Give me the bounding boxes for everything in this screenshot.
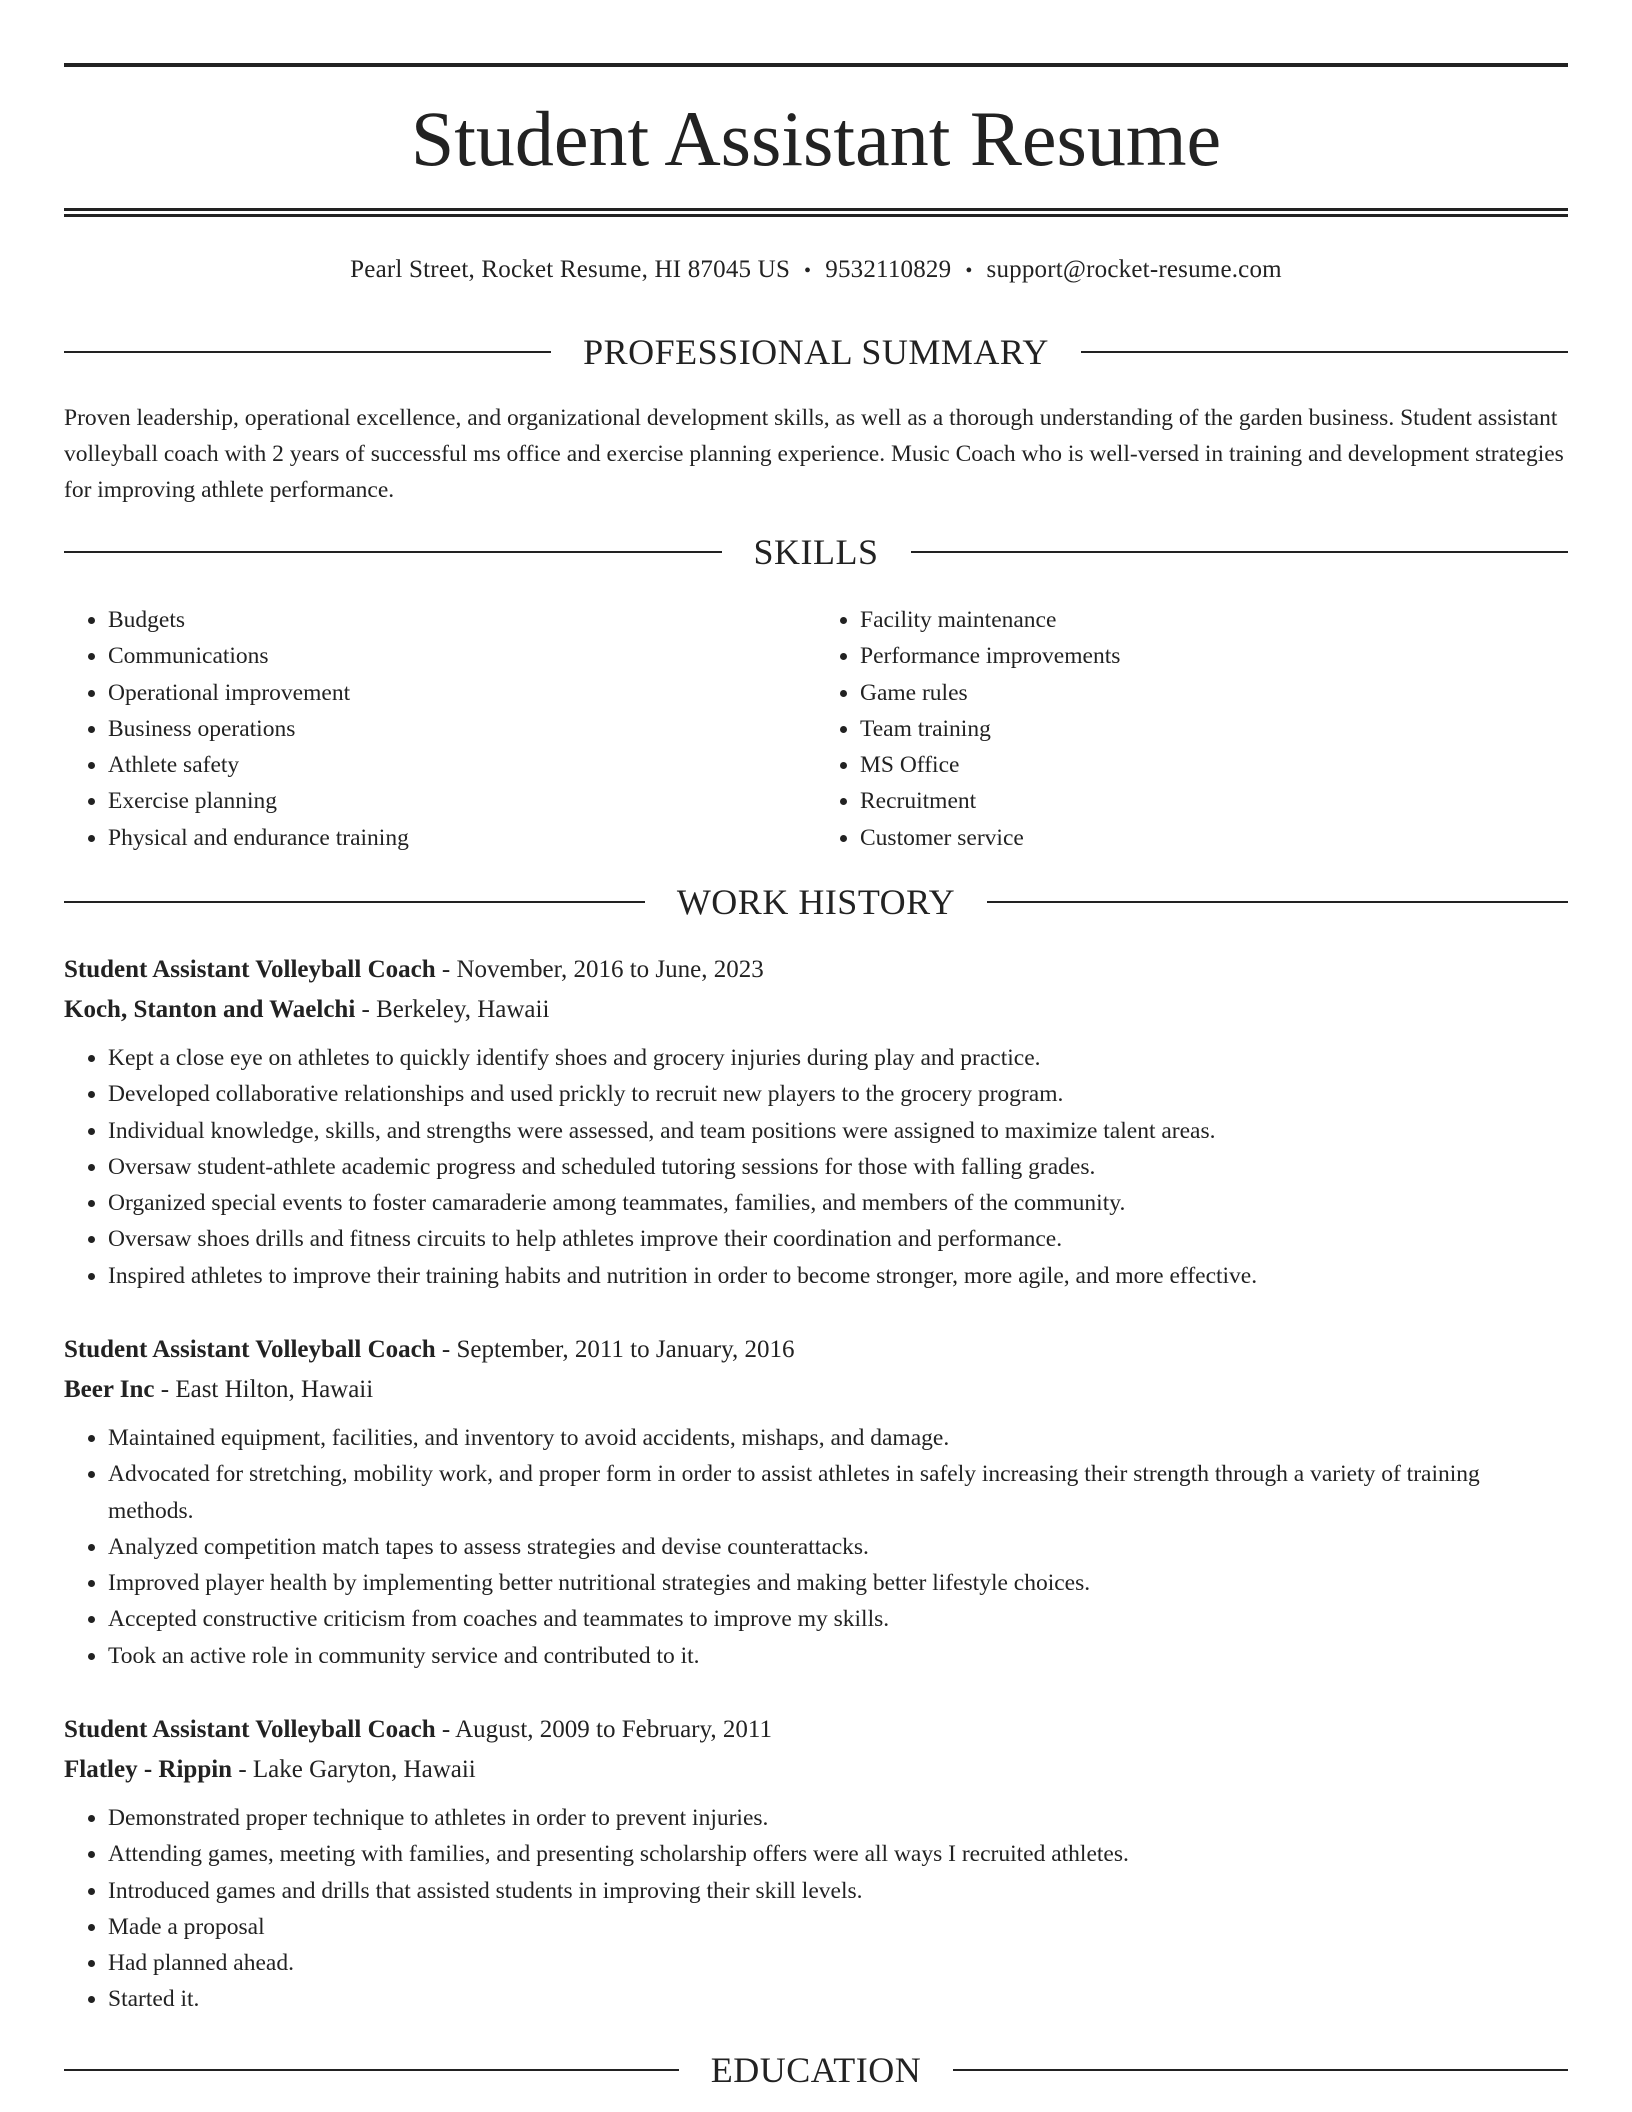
job-company: Koch, Stanton and Waelchi <box>64 996 356 1023</box>
job-dates: - November, 2016 to June, 2023 <box>435 956 764 983</box>
skill-item: • Communications <box>108 638 816 674</box>
job-bullet: • Demonstrated proper technique to athletes in order to prevent injuries. <box>108 1800 1568 1836</box>
skill-item: • Performance improvements <box>860 638 1568 674</box>
work-history-heading <box>64 882 1568 922</box>
job-company-line <box>64 990 1568 1030</box>
job-bullet: • Organized special events to foster camaraderie among teammates, families, and members of the community. <box>108 1185 1568 1221</box>
job-title-line <box>64 1710 1568 1750</box>
top-rule <box>64 63 1568 67</box>
job-bullet: • Accepted constructive criticism from coaches and teammates to improve my skills. <box>108 1601 1568 1637</box>
contact-separator: • <box>965 260 973 282</box>
contact-email: support@rocket-resume.com <box>986 256 1282 283</box>
job-bullets <box>64 1800 1568 2018</box>
contact-line <box>64 252 1568 289</box>
skills-heading <box>64 532 1568 572</box>
skill-item: • Athlete safety <box>108 747 816 783</box>
skills-column-right <box>816 602 1568 856</box>
professional-summary: Proven leadership, operational excellence, and organizational development skills, as well as a thorough understanding of the garden business. Student assistant volleyball coach with 2 years of successful ms office and exercise planning experience. Music Coach who is well-versed in training and development strategies for improving athlete performance. <box>64 405 1564 503</box>
heading-rule-right <box>911 551 1569 553</box>
job-bullet: • Inspired athletes to improve their training habits and nutrition in order to become stronger, more agile, and more effective. <box>108 1258 1568 1294</box>
job-dates: - August, 2009 to February, 2011 <box>435 1716 772 1743</box>
job-bullet: • Introduced games and drills that assisted students in improving their skill levels. <box>108 1873 1568 1909</box>
job-bullet: • Took an active role in community service and contributed to it. <box>108 1638 1568 1674</box>
summary-heading-label: PROFESSIONAL SUMMARY <box>583 332 1049 372</box>
skills-column-left <box>64 602 816 856</box>
job-title-line <box>64 950 1568 990</box>
skill-item: • Budgets <box>108 602 816 638</box>
job-company-line <box>64 1370 1568 1410</box>
skills-list <box>64 602 1568 856</box>
work-history-heading-label: WORK HISTORY <box>676 882 956 922</box>
heading-rule-right <box>953 2069 1568 2071</box>
heading-rule-left <box>64 551 722 553</box>
job-entry <box>64 1710 1568 2018</box>
heading-rule-left <box>64 351 551 353</box>
job-bullet: • Advocated for stretching, mobility work, and proper form in order to assist athletes in safely increasing their strength through a variety of training methods. <box>108 1456 1568 1529</box>
job-bullet: • Had planned ahead. <box>108 1945 1568 1981</box>
summary-heading <box>64 332 1568 372</box>
skill-item: • Facility maintenance <box>860 602 1568 638</box>
job-role: Student Assistant Volleyball Coach <box>64 1336 436 1363</box>
skills-heading-label: SKILLS <box>753 532 879 572</box>
job-bullet: • Oversaw student-athlete academic progress and scheduled tutoring sessions for those with falling grades. <box>108 1149 1568 1185</box>
skill-item: • Business operations <box>108 711 816 747</box>
skill-item: • Exercise planning <box>108 783 816 819</box>
job-company: Beer Inc <box>64 1376 155 1403</box>
job-bullets <box>64 1040 1568 1294</box>
job-title-line <box>64 1330 1568 1370</box>
job-entry <box>64 950 1568 1294</box>
job-role: Student Assistant Volleyball Coach <box>64 956 436 983</box>
job-bullet: • Maintained equipment, facilities, and inventory to avoid accidents, mishaps, and damage. <box>108 1420 1568 1456</box>
heading-rule-left <box>64 2069 679 2071</box>
job-dates: - September, 2011 to January, 2016 <box>435 1336 795 1363</box>
education-heading-label: EDUCATION <box>710 2050 922 2090</box>
job-bullet: • Improved player health by implementing better nutritional strategies and making better lifestyle choices. <box>108 1565 1568 1601</box>
job-company-line <box>64 1750 1568 1790</box>
skill-item: • Game rules <box>860 675 1568 711</box>
contact-separator: • <box>804 260 812 282</box>
heading-rule-left <box>64 901 645 903</box>
job-location: - Berkeley, Hawaii <box>355 996 550 1023</box>
job-location: - Lake Garyton, Hawaii <box>232 1756 476 1783</box>
job-company: Flatley - Rippin <box>64 1756 233 1783</box>
job-location: - East Hilton, Hawaii <box>154 1376 374 1403</box>
job-bullet: • Attending games, meeting with families, and presenting scholarship offers were all ways I recruited athletes. <box>108 1836 1568 1872</box>
resume-title: Student Assistant Resume <box>410 95 1222 182</box>
contact-phone: 9532110829 <box>825 256 952 283</box>
job-bullet: • Developed collaborative relationships and used prickly to recruit new players to the grocery program. <box>108 1076 1568 1112</box>
job-bullet: • Made a proposal <box>108 1909 1568 1945</box>
skill-item: • Recruitment <box>860 783 1568 819</box>
contact-address: Pearl Street, Rocket Resume, HI 87045 US <box>350 256 791 283</box>
job-bullet: • Kept a close eye on athletes to quickly identify shoes and grocery injuries during play and practice. <box>108 1040 1568 1076</box>
skill-item: • Customer service <box>860 820 1568 856</box>
title-double-rule <box>64 208 1568 217</box>
skill-item: • Team training <box>860 711 1568 747</box>
job-bullet: • Analyzed competition match tapes to assess strategies and devise counterattacks. <box>108 1529 1568 1565</box>
job-role: Student Assistant Volleyball Coach <box>64 1716 436 1743</box>
job-entry <box>64 1330 1568 1674</box>
job-bullet: • Oversaw shoes drills and fitness circuits to help athletes improve their coordination and performance. <box>108 1221 1568 1257</box>
job-bullets <box>64 1420 1568 1674</box>
job-bullet: • Started it. <box>108 1981 1568 2017</box>
skill-item: • Operational improvement <box>108 675 816 711</box>
job-bullet: • Individual knowledge, skills, and strengths were assessed, and team positions were assigned to maximize talent areas. <box>108 1113 1568 1149</box>
skill-item: • MS Office <box>860 747 1568 783</box>
heading-rule-right <box>1081 351 1568 353</box>
skill-item: • Physical and endurance training <box>108 820 816 856</box>
heading-rule-right <box>987 901 1568 903</box>
education-heading <box>64 2050 1568 2090</box>
